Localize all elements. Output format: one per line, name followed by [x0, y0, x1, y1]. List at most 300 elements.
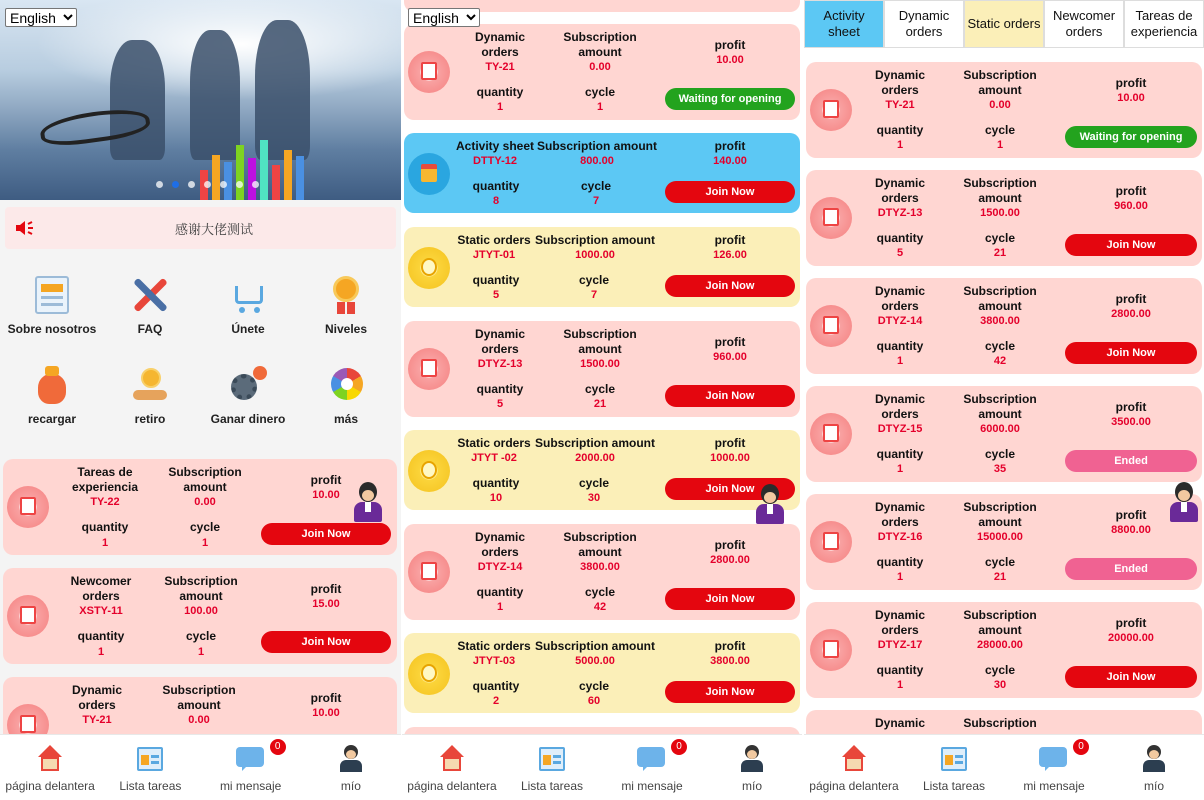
task-card[interactable] — [806, 602, 1202, 698]
card-type: Dynamic — [474, 30, 526, 44]
document-icon — [31, 274, 73, 316]
task-icon — [810, 629, 852, 671]
card-type: Newcomer — [70, 574, 132, 588]
label: profit — [1115, 616, 1147, 630]
grid-label: Ganar dinero — [210, 412, 286, 426]
card-cycle: 21 — [993, 571, 1007, 583]
label: amount — [578, 545, 622, 559]
announcement-text: 感谢大佬测试 — [175, 222, 254, 237]
task-card[interactable] — [806, 278, 1202, 374]
banner-person-3 — [255, 20, 310, 160]
label: quantity — [472, 679, 520, 693]
card-amount: 1500.00 — [580, 358, 620, 370]
task-card[interactable] — [404, 24, 800, 120]
nav-label: mi mensaje — [219, 779, 282, 793]
label: Subscription — [963, 608, 1037, 622]
label: profit — [1115, 400, 1147, 414]
tab-label: orders — [905, 24, 943, 39]
card-type: orders — [78, 698, 116, 712]
task-list-icon — [135, 745, 165, 773]
card-amount: 0.00 — [989, 99, 1011, 111]
card-cycle: 60 — [587, 695, 601, 707]
ended-button[interactable]: Ended — [1065, 558, 1197, 580]
label: quantity — [876, 231, 924, 245]
label: cycle — [578, 273, 610, 287]
task-icon — [408, 551, 450, 593]
card-code: DTYZ-13 — [877, 207, 923, 219]
card-cycle: 30 — [993, 679, 1007, 691]
task-filter-screen — [804, 0, 1204, 800]
card-cycle: 21 — [993, 247, 1007, 259]
label: Subscription — [563, 30, 637, 44]
label: cycle — [984, 447, 1016, 461]
label: amount — [978, 515, 1022, 529]
card-code: DTYZ-16 — [877, 531, 923, 543]
task-card[interactable] — [404, 524, 800, 620]
card-profit: 960.00 — [713, 351, 747, 363]
task-card[interactable] — [404, 227, 800, 307]
nav-home[interactable] — [402, 735, 502, 800]
label: cycle — [984, 231, 1016, 245]
home-icon — [35, 745, 65, 773]
nav-label: página delantera — [5, 779, 95, 793]
bottom-nav — [402, 734, 802, 800]
card-amount: 1000.00 — [575, 249, 615, 261]
card-type: orders — [881, 407, 919, 421]
task-icon — [810, 89, 852, 131]
tab-label: Static orders — [967, 16, 1041, 31]
label: quantity — [81, 520, 129, 534]
nav-label: página delantera — [809, 779, 899, 793]
task-card[interactable] — [806, 494, 1202, 590]
nav-task-list[interactable] — [904, 735, 1004, 800]
card-profit: 10.00 — [312, 707, 340, 719]
customer-service-avatar[interactable] — [752, 482, 788, 526]
label: cycle — [984, 663, 1016, 677]
task-icon — [810, 305, 852, 347]
tab-dynamic-orders[interactable] — [884, 0, 964, 48]
card-code: JTYT-01 — [472, 249, 516, 261]
label: quantity — [876, 339, 924, 353]
banner-carousel[interactable] — [0, 0, 401, 200]
card-cycle: 7 — [590, 289, 598, 301]
coin-hand-icon — [129, 364, 171, 406]
card-code: TY-21 — [885, 99, 915, 111]
label: Subscription amount — [537, 139, 657, 153]
label: profit — [1115, 508, 1147, 522]
card-profit: 3800.00 — [710, 655, 750, 667]
waiting-button[interactable]: Waiting for opening — [665, 88, 795, 110]
card-code: DTYZ-15 — [877, 423, 923, 435]
nav-profile[interactable] — [702, 735, 802, 800]
card-profit: 10.00 — [312, 489, 340, 501]
card-quantity: 1 — [101, 537, 109, 549]
card-type: orders — [82, 589, 120, 603]
label: amount — [978, 299, 1022, 313]
card-type: Dynamic — [71, 683, 123, 697]
tab-label: experiencia — [1130, 24, 1198, 39]
card-profit: 126.00 — [713, 249, 747, 261]
card-cycle: 1 — [201, 537, 209, 549]
task-list-screen — [402, 0, 802, 800]
tab-label: Tareas de — [1135, 8, 1193, 23]
carousel-dots[interactable] — [156, 181, 259, 188]
label: cycle — [984, 339, 1016, 353]
card-type: orders — [881, 83, 919, 97]
card-code: DTYZ-13 — [477, 358, 523, 370]
card-cycle: 42 — [993, 355, 1007, 367]
task-icon — [7, 486, 49, 528]
join-now-button[interactable]: Join Now — [261, 523, 391, 545]
nav-messages[interactable] — [201, 735, 301, 800]
waiting-button[interactable]: Waiting for opening — [1065, 126, 1197, 148]
label: amount — [578, 45, 622, 59]
card-quantity: 1 — [896, 463, 904, 475]
tab-label: orders — [1065, 24, 1103, 39]
card-quantity: 8 — [492, 195, 500, 207]
task-card[interactable] — [806, 170, 1202, 266]
label: quantity — [476, 382, 524, 396]
grid-retiro[interactable] — [101, 364, 199, 426]
label: cycle — [189, 520, 221, 534]
label: Subscription — [162, 683, 236, 697]
label: amount — [978, 191, 1022, 205]
nav-task-list[interactable] — [502, 735, 602, 800]
card-type: Dynamic — [874, 716, 926, 730]
card-code: TY-21 — [82, 714, 112, 726]
grid-unete[interactable] — [199, 274, 297, 336]
join-now-button[interactable]: Join Now — [665, 385, 795, 407]
card-profit: 3500.00 — [1111, 416, 1151, 428]
label: profit — [714, 335, 746, 349]
nav-label: mi mensaje — [621, 779, 683, 793]
nav-label: página delantera — [407, 779, 497, 793]
banner-person-1 — [110, 40, 165, 160]
label: cycle — [584, 585, 616, 599]
label: quantity — [476, 85, 524, 99]
label: profit — [714, 139, 746, 153]
label: profit — [714, 38, 746, 52]
bottom-nav — [0, 734, 401, 800]
label: quantity — [876, 555, 924, 569]
card-type: orders — [481, 342, 519, 356]
card-amount: 100.00 — [184, 605, 218, 617]
cart-icon — [227, 274, 269, 316]
card-type: Tareas de — [77, 465, 133, 479]
join-now-button[interactable]: Join Now — [665, 681, 795, 703]
card-type: Dynamic — [874, 500, 926, 514]
lightbulb-icon — [408, 247, 450, 289]
grid-sobre-nosotros[interactable] — [3, 274, 101, 336]
tab-label: Dynamic — [898, 8, 950, 23]
gift-icon — [408, 153, 450, 195]
card-code: TY-21 — [485, 61, 515, 73]
card-type: experiencia — [71, 480, 139, 494]
card-cycle: 30 — [587, 492, 601, 504]
card-cycle: 1 — [596, 101, 604, 113]
task-icon — [810, 413, 852, 455]
card-amount: 0.00 — [589, 61, 611, 73]
card-type: orders — [481, 45, 519, 59]
join-now-button[interactable]: Join Now — [1065, 666, 1197, 688]
card-type: Dynamic — [874, 392, 926, 406]
card-type: Dynamic — [474, 530, 526, 544]
join-now-button[interactable]: Join Now — [261, 631, 391, 653]
card-type: Dynamic — [874, 284, 926, 298]
tab-tareas-experiencia[interactable] — [1124, 0, 1204, 48]
label: quantity — [876, 123, 924, 137]
card-quantity: 10 — [489, 492, 503, 504]
label: profit — [714, 538, 746, 552]
card-amount: 0.00 — [188, 714, 210, 726]
task-icon — [810, 197, 852, 239]
task-list-icon — [939, 745, 969, 773]
nav-home[interactable] — [0, 735, 100, 800]
nav-messages[interactable] — [602, 735, 702, 800]
label: profit — [1115, 76, 1147, 90]
lightbulb-icon — [408, 653, 450, 695]
tab-label: Activity — [823, 8, 865, 23]
nav-label: mío — [741, 779, 762, 793]
customer-service-avatar[interactable] — [1166, 480, 1202, 524]
card-code: DTTY-12 — [472, 155, 517, 167]
ended-button[interactable]: Ended — [1065, 450, 1197, 472]
grid-label: FAQ — [137, 322, 163, 336]
bottom-nav — [804, 734, 1204, 800]
label: quantity — [472, 273, 520, 287]
tab-label: Newcomer — [1052, 8, 1116, 23]
home-icon — [839, 745, 869, 773]
join-now-button[interactable]: Join Now — [1065, 342, 1197, 364]
label: Subscription — [563, 327, 637, 341]
task-card[interactable] — [404, 633, 800, 713]
nav-messages[interactable] — [1004, 735, 1104, 800]
card-quantity: 5 — [896, 247, 904, 259]
card-cycle: 1 — [996, 139, 1004, 151]
card-cycle: 21 — [593, 398, 607, 410]
tools-icon — [129, 274, 171, 316]
label: cycle — [185, 629, 217, 643]
card-type: Static orders — [457, 436, 531, 450]
unread-badge: 0 — [270, 739, 286, 755]
card-type: orders — [881, 623, 919, 637]
lightbulb-icon — [408, 450, 450, 492]
card-profit: 2800.00 — [1111, 308, 1151, 320]
banner-person-2 — [190, 30, 240, 160]
label: Subscription — [963, 392, 1037, 406]
card-profit: 960.00 — [1114, 200, 1148, 212]
message-icon — [637, 741, 682, 773]
tab-static-orders[interactable] — [964, 0, 1044, 48]
card-profit: 15.00 — [312, 598, 340, 610]
tab-activity-sheet[interactable] — [804, 0, 884, 48]
tab-label: sheet — [828, 24, 860, 39]
label: cycle — [984, 555, 1016, 569]
grid-label: recargar — [27, 412, 77, 426]
card-quantity: 1 — [896, 571, 904, 583]
label: amount — [177, 698, 221, 712]
nav-label: Lista tareas — [119, 779, 182, 793]
card-code: DTYZ-17 — [877, 639, 923, 651]
card-amount: 1500.00 — [980, 207, 1020, 219]
label: profit — [1115, 292, 1147, 306]
label: cycle — [584, 85, 616, 99]
feature-grid — [3, 256, 397, 446]
join-now-button[interactable]: Join Now — [665, 275, 795, 297]
card-type: Dynamic — [874, 176, 926, 190]
nav-profile[interactable] — [301, 735, 401, 800]
label: cycle — [578, 679, 610, 693]
gears-icon — [227, 364, 269, 406]
label: cycle — [984, 123, 1016, 137]
card-type: Static orders — [457, 639, 531, 653]
card-profit: 20000.00 — [1108, 632, 1154, 644]
label: amount — [183, 480, 227, 494]
grid-mas[interactable] — [297, 364, 395, 426]
grid-faq[interactable] — [101, 274, 199, 336]
join-now-button[interactable]: Join Now — [1065, 234, 1197, 256]
grid-label: retiro — [134, 412, 166, 426]
card-cycle: 42 — [593, 601, 607, 613]
unread-badge: 0 — [671, 739, 687, 755]
card-code: JTYT -02 — [471, 452, 517, 464]
home-icon — [437, 745, 467, 773]
card-cycle: 1 — [197, 646, 205, 658]
card-cycle: 7 — [592, 195, 600, 207]
label: profit — [714, 436, 746, 450]
join-now-button[interactable]: Join Now — [665, 588, 795, 610]
task-list-icon — [537, 745, 567, 773]
card-amount: 2000.00 — [575, 452, 615, 464]
label: Subscription — [164, 574, 238, 588]
join-now-button[interactable]: Join Now — [665, 181, 795, 203]
nav-profile[interactable] — [1104, 735, 1204, 800]
card-profit: 8800.00 — [1111, 524, 1151, 536]
card-code: DTYZ-14 — [877, 315, 923, 327]
label: Subscription — [963, 716, 1037, 730]
money-bag-icon — [31, 364, 73, 406]
label: quantity — [876, 663, 924, 677]
grid-niveles[interactable] — [297, 274, 395, 336]
label: cycle — [580, 179, 612, 193]
card-code: XSTY-11 — [79, 605, 123, 617]
nav-task-list[interactable] — [100, 735, 200, 800]
card-amount: 3800.00 — [980, 315, 1020, 327]
user-icon — [1139, 745, 1169, 773]
label: cycle — [578, 476, 610, 490]
label: Subscription — [963, 284, 1037, 298]
label: profit — [310, 473, 342, 487]
card-quantity: 1 — [496, 601, 504, 613]
label: amount — [978, 83, 1022, 97]
card-code: TY-22 — [90, 496, 120, 508]
task-card[interactable] — [3, 568, 397, 664]
unread-badge: 0 — [1073, 739, 1089, 755]
label: Subscription — [168, 465, 242, 479]
task-card[interactable] — [806, 386, 1202, 482]
card-type: Activity sheet — [455, 139, 535, 153]
task-icon — [408, 348, 450, 390]
grid-label: Únete — [231, 322, 265, 336]
card-type: orders — [881, 515, 919, 529]
customer-service-avatar[interactable] — [350, 480, 386, 524]
card-amount: 5000.00 — [575, 655, 615, 667]
message-icon — [236, 741, 281, 773]
label: cycle — [584, 382, 616, 396]
label: amount — [179, 589, 223, 603]
card-type: Dynamic — [874, 68, 926, 82]
label: amount — [578, 342, 622, 356]
user-icon — [737, 745, 767, 773]
label: profit — [310, 582, 342, 596]
grid-ganar-dinero[interactable] — [199, 364, 297, 426]
card-profit: 2800.00 — [710, 554, 750, 566]
label: quantity — [876, 447, 924, 461]
grid-label: más — [333, 412, 359, 426]
label: profit — [1115, 184, 1147, 198]
nav-label: mío — [1143, 779, 1164, 793]
nav-home[interactable] — [804, 735, 904, 800]
card-quantity: 2 — [492, 695, 500, 707]
card-quantity: 5 — [492, 289, 500, 301]
label: profit — [714, 233, 746, 247]
label: quantity — [472, 476, 520, 490]
label: amount — [978, 407, 1022, 421]
language-select[interactable] — [5, 8, 77, 27]
language-select[interactable] — [408, 8, 480, 27]
task-card[interactable] — [806, 62, 1202, 158]
card-quantity: 1 — [496, 101, 504, 113]
card-type: Dynamic — [474, 327, 526, 341]
task-card[interactable] — [3, 459, 397, 555]
nav-label: mi mensaje — [1023, 779, 1085, 793]
tab-newcomer-orders[interactable] — [1044, 0, 1124, 48]
label: quantity — [476, 585, 524, 599]
task-card[interactable] — [404, 321, 800, 417]
card-cycle: 35 — [993, 463, 1007, 475]
nav-label: mío — [340, 779, 361, 793]
task-icon — [408, 51, 450, 93]
task-card[interactable] — [404, 430, 800, 510]
announcement-bar[interactable] — [5, 207, 396, 249]
nav-label: Lista tareas — [520, 779, 584, 793]
label: profit — [310, 691, 342, 705]
card-code: DTYZ-14 — [477, 561, 523, 573]
label: Subscription amount — [535, 639, 655, 653]
card-code: JTYT-03 — [472, 655, 516, 667]
card-amount: 15000.00 — [977, 531, 1023, 543]
task-icon — [810, 521, 852, 563]
card-quantity: 5 — [496, 398, 504, 410]
label: quantity — [77, 629, 125, 643]
card-type: orders — [881, 191, 919, 205]
label: Subscription — [963, 176, 1037, 190]
task-card[interactable] — [404, 133, 800, 213]
user-icon — [336, 745, 366, 773]
medal-icon — [325, 274, 367, 316]
label: Subscription — [563, 530, 637, 544]
grid-label: Sobre nosotros — [7, 322, 97, 336]
grid-recargar[interactable] — [3, 364, 101, 426]
card-profit: 140.00 — [713, 155, 747, 167]
card-amount: 6000.00 — [980, 423, 1020, 435]
label: Subscription amount — [535, 233, 655, 247]
label: profit — [714, 639, 746, 653]
task-icon — [7, 595, 49, 637]
join-now-button[interactable]: Join Now — [665, 478, 795, 500]
card-quantity: 1 — [896, 679, 904, 691]
label: quantity — [472, 179, 520, 193]
